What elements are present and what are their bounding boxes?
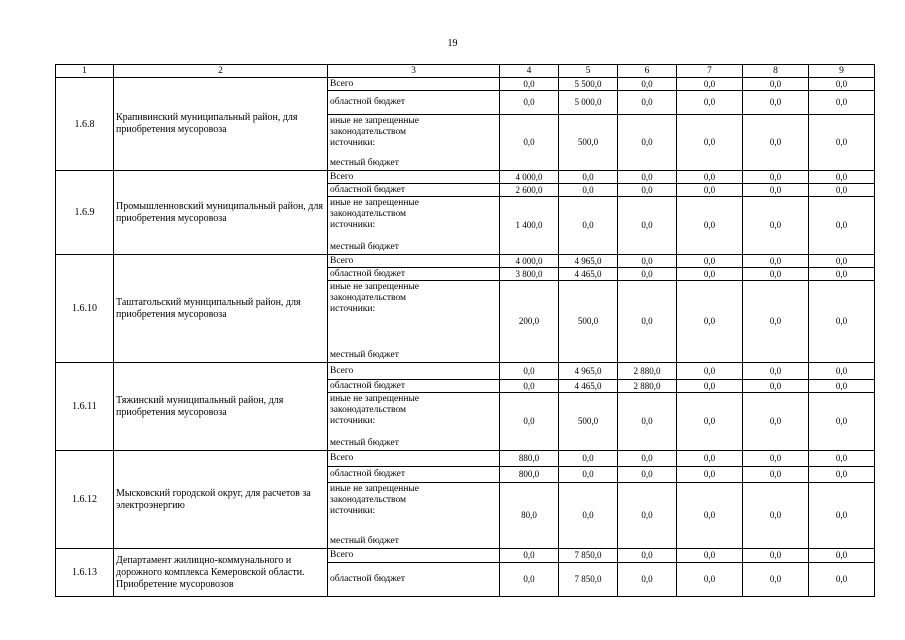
value-cell: 0,0 [743,451,809,467]
value-cell: 0,0 [743,255,809,268]
value-cell: 0,0 [500,115,559,171]
value-cell: 5 500,0 [559,78,618,91]
funding-source: областной бюджет [328,563,500,597]
value-cell: 0,0 [618,255,677,268]
value-cell: 0,0 [809,563,875,597]
budget-row [56,171,875,184]
item-name: Тяжинский муниципальный район, для приобретения мусоровоза [114,363,328,451]
budget-row [56,451,875,467]
funding-source-line: местный бюджет [330,438,399,448]
value-cell: 0,0 [559,171,618,184]
value-cell: 0,0 [500,380,559,393]
funding-source-line: источники: [330,416,376,426]
funding-source [328,281,500,363]
funding-source: областной бюджет [328,184,500,197]
item-name: Департамент жилищно-коммунального и дорожного комплекса Кемеровской области. Приобретение мусоровозов [114,549,328,597]
value-cell: 0,0 [743,78,809,91]
funding-source-line: законодательством [330,127,407,137]
funding-source-line: законодательством [330,495,407,505]
value-cell: 0,0 [809,281,875,363]
value-cell: 0,0 [677,268,743,281]
value-cell: 0,0 [809,549,875,563]
value-cell: 0,0 [618,467,677,483]
value-cell: 0,0 [743,268,809,281]
value-cell: 0,0 [677,171,743,184]
value-cell: 0,0 [809,115,875,171]
funding-source [328,483,500,549]
funding-source [328,393,500,451]
value-cell: 500,0 [559,393,618,451]
funding-source-line: источники: [330,304,376,314]
value-cell: 5 000,0 [559,91,618,115]
value-cell: 0,0 [618,268,677,281]
value-cell: 0,0 [500,549,559,563]
value-cell: 500,0 [559,281,618,363]
value-cell: 0,0 [809,451,875,467]
value-cell: 500,0 [559,115,618,171]
item-code: 1.6.11 [56,363,114,451]
value-cell: 2 880,0 [618,380,677,393]
value-cell: 0,0 [500,363,559,380]
funding-source [328,115,500,171]
value-cell: 0,0 [618,393,677,451]
value-cell: 0,0 [809,78,875,91]
funding-source-line: законодательством [330,293,407,303]
value-cell: 0,0 [677,467,743,483]
value-cell: 0,0 [809,380,875,393]
value-cell: 4 965,0 [559,363,618,380]
item-code: 1.6.13 [56,549,114,597]
value-cell: 0,0 [618,78,677,91]
value-cell: 4 965,0 [559,255,618,268]
funding-source-line: иные не запрещенные [330,484,420,494]
value-cell: 0,0 [743,483,809,549]
funding-source: Всего [328,451,500,467]
value-cell: 0,0 [559,197,618,255]
column-number: 9 [809,65,875,78]
value-cell: 0,0 [500,78,559,91]
funding-source-line: источники: [330,506,376,516]
value-cell: 0,0 [618,483,677,549]
value-cell: 0,0 [559,184,618,197]
funding-source [328,197,500,255]
value-cell: 7 850,0 [559,549,618,563]
value-cell: 880,0 [500,451,559,467]
budget-row [56,78,875,91]
funding-source-line: иные не запрещенные [330,282,420,292]
value-cell: 0,0 [743,467,809,483]
value-cell: 0,0 [500,91,559,115]
value-cell: 3 800,0 [500,268,559,281]
value-cell: 0,0 [618,197,677,255]
value-cell: 0,0 [618,281,677,363]
funding-source: областной бюджет [328,91,500,115]
value-cell: 0,0 [677,380,743,393]
value-cell: 0,0 [677,281,743,363]
value-cell: 0,0 [743,171,809,184]
value-cell: 0,0 [809,363,875,380]
value-cell: 0,0 [743,281,809,363]
value-cell: 0,0 [809,91,875,115]
item-name: Крапивинский муниципальный район, для приобретения мусоровоза [114,78,328,171]
value-cell: 0,0 [677,91,743,115]
page-number: 19 [447,38,458,49]
value-cell: 0,0 [618,563,677,597]
funding-source-line: местный бюджет [330,350,399,360]
table-body [56,65,875,597]
value-cell: 0,0 [559,467,618,483]
funding-source-line: законодательством [330,405,407,415]
value-cell: 0,0 [677,197,743,255]
value-cell: 0,0 [809,483,875,549]
value-cell: 4 465,0 [559,268,618,281]
funding-source-line: местный бюджет [330,242,399,252]
item-name: Промышленновский муниципальный район, для приобретения мусоровоза [114,171,328,255]
funding-source: областной бюджет [328,268,500,281]
value-cell: 0,0 [559,483,618,549]
column-number: 8 [743,65,809,78]
value-cell: 0,0 [500,393,559,451]
funding-source: Всего [328,255,500,268]
column-number: 7 [677,65,743,78]
value-cell: 0,0 [677,549,743,563]
value-cell: 0,0 [677,363,743,380]
budget-row [56,549,875,563]
value-cell: 0,0 [743,363,809,380]
value-cell: 2 880,0 [618,363,677,380]
item-code: 1.6.12 [56,451,114,549]
value-cell: 0,0 [809,255,875,268]
value-cell: 0,0 [677,255,743,268]
budget-row [56,255,875,268]
funding-source-line: иные не запрещенные [330,116,420,126]
column-number: 4 [500,65,559,78]
funding-source-line: иные не запрещенные [330,198,420,208]
funding-source: областной бюджет [328,380,500,393]
funding-source-line: источники: [330,138,376,148]
value-cell: 800,0 [500,467,559,483]
item-code: 1.6.8 [56,78,114,171]
funding-source: Всего [328,363,500,380]
value-cell: 4 000,0 [500,255,559,268]
value-cell: 4 000,0 [500,171,559,184]
value-cell: 0,0 [743,380,809,393]
item-name: Таштагольский муниципальный район, для приобретения мусоровоза [114,255,328,363]
value-cell: 0,0 [618,91,677,115]
value-cell: 0,0 [743,197,809,255]
value-cell: 0,0 [809,171,875,184]
funding-source: областной бюджет [328,467,500,483]
funding-source: Всего [328,549,500,563]
value-cell: 2 600,0 [500,184,559,197]
budget-row [56,363,875,380]
value-cell: 0,0 [809,467,875,483]
column-number: 1 [56,65,114,78]
value-cell: 0,0 [743,393,809,451]
item-code: 1.6.10 [56,255,114,363]
value-cell: 0,0 [677,451,743,467]
value-cell: 7 850,0 [559,563,618,597]
funding-source: Всего [328,78,500,91]
column-number-row [56,65,875,78]
value-cell: 0,0 [500,563,559,597]
funding-source-line: местный бюджет [330,158,399,168]
value-cell: 0,0 [809,268,875,281]
value-cell: 0,0 [618,549,677,563]
budget-table [55,64,875,597]
value-cell: 0,0 [677,483,743,549]
funding-source-line: законодательством [330,209,407,219]
value-cell: 0,0 [559,451,618,467]
funding-source-line: источники: [330,220,376,230]
value-cell: 0,0 [677,78,743,91]
value-cell: 0,0 [809,197,875,255]
item-name: Мысковский городской округ, для расчетов за электроэнергию [114,451,328,549]
value-cell: 0,0 [677,184,743,197]
value-cell: 0,0 [743,115,809,171]
column-number: 2 [114,65,328,78]
value-cell: 4 465,0 [559,380,618,393]
value-cell: 0,0 [743,563,809,597]
value-cell: 0,0 [743,549,809,563]
value-cell: 0,0 [618,115,677,171]
funding-source: Всего [328,171,500,184]
value-cell: 0,0 [809,184,875,197]
value-cell: 0,0 [618,184,677,197]
column-number: 5 [559,65,618,78]
value-cell: 0,0 [618,451,677,467]
column-number: 6 [618,65,677,78]
item-code: 1.6.9 [56,171,114,255]
value-cell: 0,0 [743,91,809,115]
value-cell: 80,0 [500,483,559,549]
value-cell: 0,0 [743,184,809,197]
value-cell: 0,0 [809,393,875,451]
funding-source-line: местный бюджет [330,536,399,546]
column-number: 3 [328,65,500,78]
value-cell: 1 400,0 [500,197,559,255]
value-cell: 0,0 [677,393,743,451]
value-cell: 200,0 [500,281,559,363]
value-cell: 0,0 [677,563,743,597]
value-cell: 0,0 [618,171,677,184]
funding-source-line: иные не запрещенные [330,394,420,404]
value-cell: 0,0 [677,115,743,171]
